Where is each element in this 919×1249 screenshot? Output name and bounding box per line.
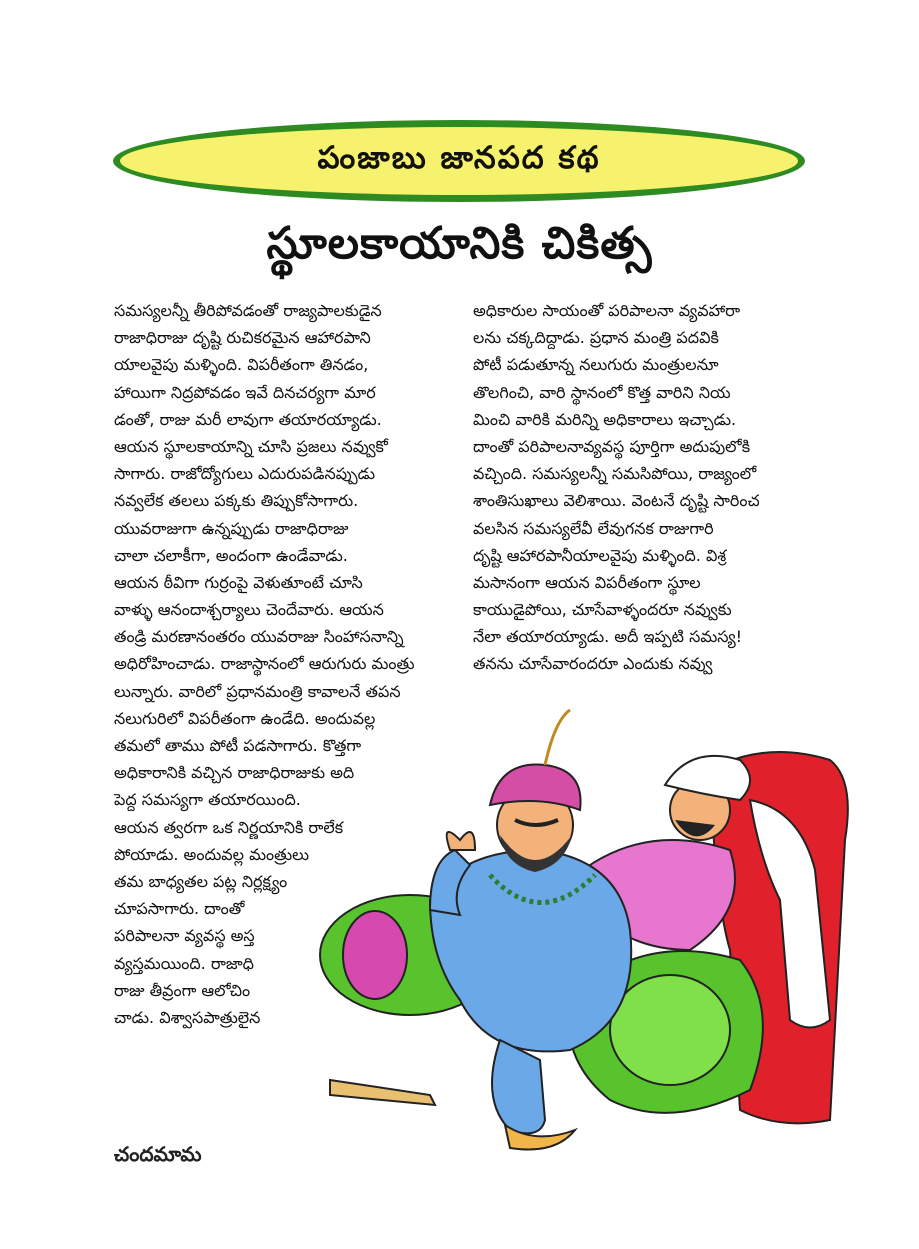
text-line: రాజు తీవ్రంగా ఆలోచిం: [114, 980, 251, 1000]
text-line: నేలా తయారయ్యాడు. అదీ ఇప్పటి సమస్య!: [473, 627, 743, 647]
text-line: తనను చూసేవారందరూ ఎందుకు నవ్వు: [473, 654, 713, 674]
story-banner: [113, 120, 805, 202]
text-line: తొలగించి, వారి స్థానంలో కొత్త వారిని నియ: [473, 382, 731, 402]
text-line: మసానంగా ఆయన విపరీతంగా స్థూల: [473, 572, 701, 592]
text-line: వాళ్ళు ఆనందాశ్చర్యాలు చెందేవారు. ఆయన: [114, 600, 384, 620]
footer-magazine-name: చందమామ: [114, 1142, 202, 1166]
banner-text: పంజాబు జానపద కథ: [317, 139, 601, 176]
text-line: తమ బాధ్యతల పట్ల నిర్లక్ష్యం: [114, 871, 288, 891]
text-line: ఆయన స్థూలకాయాన్ని చూసి ప్రజలు నవ్వుకో: [114, 436, 388, 456]
text-line: అధికారానికి వచ్చిన రాజాధిరాజుకు అది: [114, 763, 355, 783]
text-line: ఆయన ఠీవిగా గుర్రంపై వెళుతూంటే చూసి: [114, 572, 363, 592]
text-line: తమలో తాము పోటీ పడసాగారు. కొత్తగా: [114, 736, 362, 755]
text-line: అధికారుల సాయంతో పరిపాలనా వ్యవహారా: [473, 301, 741, 320]
text-line: కాయుడైపోయి, చూసేవాళ్ళందరూ నవ్వుకు: [473, 600, 732, 620]
text-line: యాలవైపు మళ్ళింది. విపరీతంగా తినడం,: [114, 355, 369, 375]
text-line: పోటీ పడుతూన్న నలుగురు మంత్రులనూ: [473, 355, 719, 375]
text-line: నలుగురిలో విపరీతంగా ఉండేది. అందువల్ల: [114, 708, 376, 728]
text-line: వలసిన సమస్యలేవీ లేవుగనక రాజుగారి: [473, 518, 714, 538]
text-line: లున్నారు. వారిలో ప్రధానమంత్రి కావాలనే తపన: [114, 681, 401, 701]
text-line: పోయాడు. అందువల్ల మంత్రులు: [114, 844, 310, 864]
text-line: పరిపాలనా వ్యవస్థ అస్త: [114, 926, 255, 946]
king-illustration: [310, 700, 870, 1160]
text-line: రాజాధిరాజు దృష్టి రుచికరమైన ఆహారపాని: [114, 328, 371, 348]
text-line: లను చక్కదిద్దాడు. ప్రధాన మంత్రి పదవికి: [473, 328, 719, 348]
text-line: దృష్టి ఆహారపానీయాలవైపు మళ్ళింది. విశ్ర: [473, 545, 727, 565]
text-line: హాయిగా నిద్రపోవడం ఇవే దినచర్యగా మార: [114, 382, 376, 402]
text-line: సాగారు. రాజోద్యోగులు ఎదురుపడినప్పుడు: [114, 464, 376, 484]
right-text-column: [473, 297, 813, 678]
text-line: చాడు. విశ్వాసపాత్రులైన: [114, 1007, 261, 1027]
text-line: నవ్వలేక తలలు పక్కకు తిప్పుకోసాగారు.: [114, 491, 359, 511]
text-line: ఆయన త్వరగా ఒక నిర్ణయానికి రాలేక: [114, 817, 344, 837]
story-title: స్థూలకాయానికి చికిత్స: [266, 218, 653, 269]
text-line: పెద్ద సమస్యగా తయారయింది.: [114, 790, 301, 810]
text-line: చూపసాగారు. దాంతో: [114, 899, 245, 919]
text-line: యువరాజుగా ఉన్నప్పుడు రాజాధిరాజు: [114, 518, 349, 538]
text-line: శాంతిసుఖాలు వెలిశాయి. వెంటనే దృష్టి సారించ: [473, 491, 760, 511]
text-line: మించి వారికి మరిన్ని అధికారాలు ఇచ్చాడు.: [473, 409, 737, 429]
text-line: డంతో, రాజు మరీ లావుగా తయారయ్యాడు.: [114, 409, 382, 429]
text-line: చాలా చలాకీగా, అందంగా ఉండేవాడు.: [114, 545, 348, 565]
text-line: తండ్రి మరణానంతరం యువరాజు సింహాసనాన్ని: [114, 627, 404, 647]
text-line: వ్యస్తమయింది. రాజాధి: [114, 953, 254, 973]
text-line: అధిరోహించాడు. రాజాస్థానంలో ఆరుగురు మంత్రు: [114, 654, 415, 674]
text-line: సమస్యలన్నీ తీరిపోవడంతో రాజ్యపాలకుడైన: [114, 301, 382, 320]
text-line: వచ్చింది. సమస్యలన్నీ సమసిపోయి, రాజ్యంలో: [473, 464, 757, 484]
text-line: దాంతో పరిపాలనావ్యవస్థ పూర్తిగా అదుపులోకి: [473, 436, 751, 456]
